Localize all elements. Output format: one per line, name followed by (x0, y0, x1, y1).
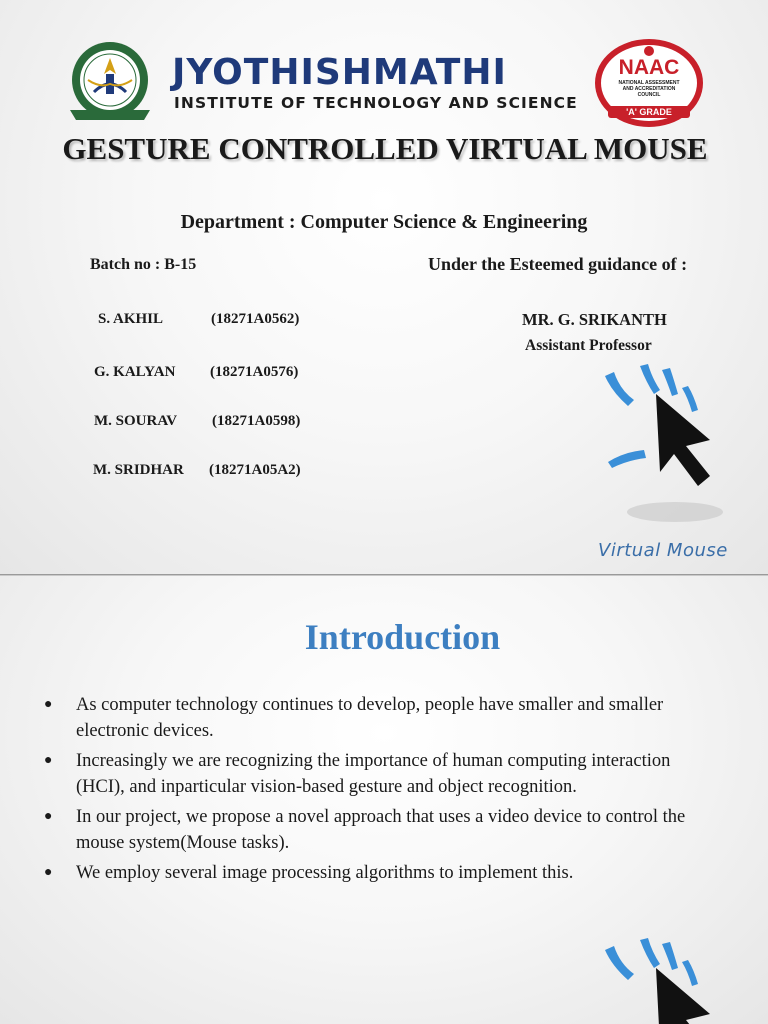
click-cursor-icon (600, 362, 730, 532)
naac-title: NAAC (618, 56, 680, 79)
bullet-dot: ● (44, 697, 53, 712)
student-roll: (18271A0562) (211, 311, 300, 327)
bullet-item: ● As computer technology continues to develop, people have smaller and smaller electronic devices. (44, 692, 704, 744)
bullet-item: ● Increasingly we are recognizing the importance of human computing interaction (HCI), and inparticular vision-based gesture and object recognition. (44, 748, 704, 800)
bullet-dot: ● (44, 809, 53, 824)
introduction-bullets (44, 692, 704, 890)
institute-subtitle: INSTITUTE OF TECHNOLOGY AND SCIENCE (174, 94, 578, 112)
student-name: M. SOURAV (94, 413, 178, 429)
student-roll: (18271A0576) (210, 364, 299, 380)
student-name: M. SRIDHAR (93, 462, 184, 478)
virtual-mouse-label: Virtual Mouse (598, 540, 728, 561)
department: Department : Computer Science & Engineering (180, 211, 588, 233)
click-cursor-icon (600, 936, 730, 1024)
guidance-label: Under the Esteemed guidance of : (428, 254, 688, 274)
bullet-item: ● In our project, we propose a novel approach that uses a video device to control the mouse system(Mouse tasks). (44, 804, 704, 856)
introduction-slide (0, 576, 768, 1024)
bullet-item: ● We employ several image processing algorithms to implement this. (44, 860, 704, 886)
batch-number: Batch no : B-15 (90, 256, 197, 273)
guide-name: MR. G. SRIKANTH (522, 310, 667, 329)
presentation-title: GESTURE CONTROLLED VIRTUAL MOUSE (62, 131, 708, 166)
bullet-dot: ● (44, 753, 53, 768)
student-name: S. AKHIL (98, 311, 164, 327)
naac-grade: 'A' GRADE (626, 107, 672, 117)
institute-seal-logo (60, 40, 160, 126)
student-roll: (18271A05A2) (209, 462, 301, 478)
guide-role: Assistant Professor (525, 337, 652, 354)
bullet-dot: ● (44, 865, 53, 880)
naac-subtitle: NATIONAL ASSESSMENT AND ACCREDITATION COUNCIL (618, 80, 680, 98)
introduction-heading: Introduction (304, 617, 501, 657)
student-name: G. KALYAN (94, 364, 176, 380)
student-roll: (18271A0598) (212, 413, 301, 429)
institute-name: JYOTHISHMATHI (172, 52, 507, 93)
